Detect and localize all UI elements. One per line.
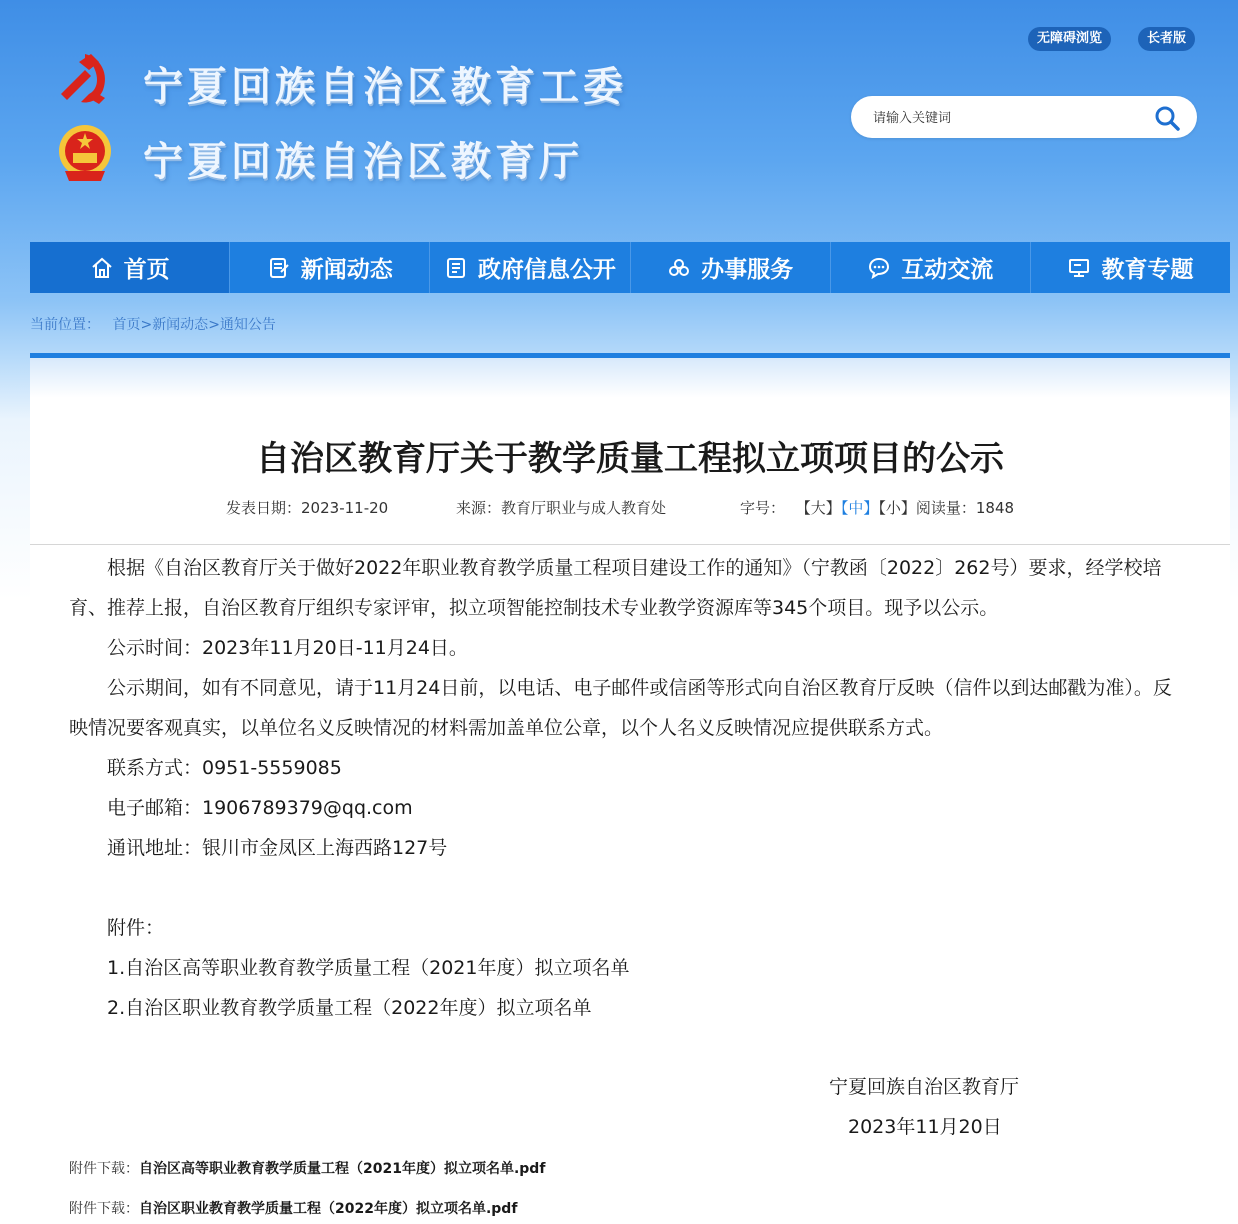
nav-item-interaction[interactable] — [831, 242, 1031, 293]
article-tools — [740, 497, 1014, 518]
nav-item-gov-info[interactable] — [430, 242, 630, 293]
search-icon[interactable] — [1153, 104, 1181, 132]
nav-label: 办事服务 — [701, 257, 794, 283]
signature-org: 宁夏回族自治区教育厅 — [829, 1076, 1020, 1098]
download-label: 附件下载： — [69, 1201, 139, 1217]
nav-item-education-topics[interactable] — [1031, 242, 1230, 293]
article-panel — [30, 353, 1230, 1224]
blank-line — [69, 868, 1190, 908]
breadcrumb-notices[interactable]: 通知公告 — [219, 317, 276, 333]
main-nav — [30, 242, 1230, 293]
views-value: 1848 — [975, 499, 1015, 517]
elder-mode-button[interactable]: 长者版 — [1138, 27, 1195, 51]
paragraph: 公示时间：2023年11月20日-11月24日。 — [107, 637, 468, 659]
breadcrumb-home[interactable]: 首页 — [112, 317, 141, 333]
article-source — [456, 497, 666, 518]
site-title-line2: 宁夏回族自治区教育厅 — [143, 139, 583, 185]
paragraph: 公示期间，如有不同意见，请于11月24日前，以电话、电子邮件或信函等形式向自治区教育厅反映（信件以到达邮戳为准）。反映情况要客观真实，以单位名义反映情况的材料需加盖单位公章，以个人名义反映情况应提供联系方式。 — [69, 677, 1172, 739]
national-emblem-icon — [57, 123, 113, 183]
service-icon — [667, 256, 691, 280]
download-link[interactable]: 自治区职业教育教学质量工程（2022年度）拟立项名单.pdf — [139, 1201, 518, 1217]
source-label: 来源： — [456, 499, 502, 517]
nav-item-news[interactable] — [230, 242, 430, 293]
article-body — [69, 548, 1190, 1028]
accessibility-button[interactable]: 无障碍浏览 — [1028, 27, 1111, 51]
document-icon — [444, 256, 468, 280]
article-title: 自治区教育厅关于教学质量工程拟立项项目的公示 — [256, 439, 1004, 479]
paragraph: 电子邮箱：1906789379@qq.com — [107, 797, 413, 819]
article-date — [226, 497, 388, 518]
attachment-item: 1.自治区高等职业教育教学质量工程（2021年度）拟立项名单 — [107, 957, 630, 979]
download-row — [69, 1158, 545, 1178]
date-value: 2023-11-20 — [301, 499, 389, 517]
nav-label: 新闻动态 — [300, 257, 393, 283]
site-header — [0, 0, 1238, 242]
breadcrumb — [30, 314, 276, 334]
views-label: 阅读量： — [915, 499, 976, 517]
nav-item-service[interactable] — [631, 242, 831, 293]
paragraph: 通讯地址：银川市金凤区上海西路127号 — [107, 837, 448, 859]
date-label: 发表日期： — [226, 499, 302, 517]
monitor-icon — [1067, 256, 1091, 280]
signature-date: 2023年11月20日 — [848, 1116, 1002, 1138]
nav-item-home[interactable] — [30, 242, 230, 293]
paragraph: 根据《自治区教育厅关于做好2022年职业教育教学质量工程项目建设工作的通知》（宁教函〔2022〕262号）要求，经学校培育、推荐上报，自治区教育厅组织专家评审，拟立项智能控制技术专业教学资源库等345个项目。现予以公示。 — [69, 557, 1162, 619]
site-title-line1: 宁夏回族自治区教育工委 — [143, 64, 627, 110]
source-value: 教育厅职业与成人教育处 — [501, 499, 667, 517]
download-row — [69, 1198, 517, 1218]
divider — [30, 544, 1230, 545]
chat-icon — [867, 256, 891, 280]
nav-label: 政府信息公开 — [477, 257, 616, 283]
font-small-button[interactable]: 【小】 — [878, 499, 916, 517]
breadcrumb-separator: > — [140, 317, 153, 333]
download-label: 附件下载： — [69, 1161, 139, 1177]
nav-label: 教育专题 — [1101, 257, 1194, 283]
font-medium-button[interactable]: 【中】 — [840, 499, 879, 517]
breadcrumb-separator: > — [208, 317, 220, 333]
download-link[interactable]: 自治区高等职业教育教学质量工程（2021年度）拟立项名单.pdf — [139, 1161, 546, 1177]
nav-label: 互动交流 — [901, 257, 994, 283]
attachment-item: 2.自治区职业教育教学质量工程（2022年度）拟立项名单 — [107, 997, 592, 1019]
breadcrumb-news[interactable]: 新闻动态 — [152, 317, 209, 333]
home-icon — [90, 256, 114, 280]
panel-shade — [30, 358, 1230, 398]
search-box — [851, 96, 1197, 138]
font-large-button[interactable]: 【大】 — [795, 499, 841, 517]
font-size-label: 字号： — [740, 499, 786, 517]
attachments-label: 附件： — [107, 917, 165, 939]
nav-label: 首页 — [123, 257, 170, 283]
breadcrumb-prefix: 当前位置： — [30, 317, 100, 333]
paragraph: 联系方式：0951-5559085 — [107, 757, 342, 779]
search-input[interactable] — [871, 104, 1145, 132]
news-icon — [267, 256, 291, 280]
party-emblem-icon — [55, 50, 111, 106]
